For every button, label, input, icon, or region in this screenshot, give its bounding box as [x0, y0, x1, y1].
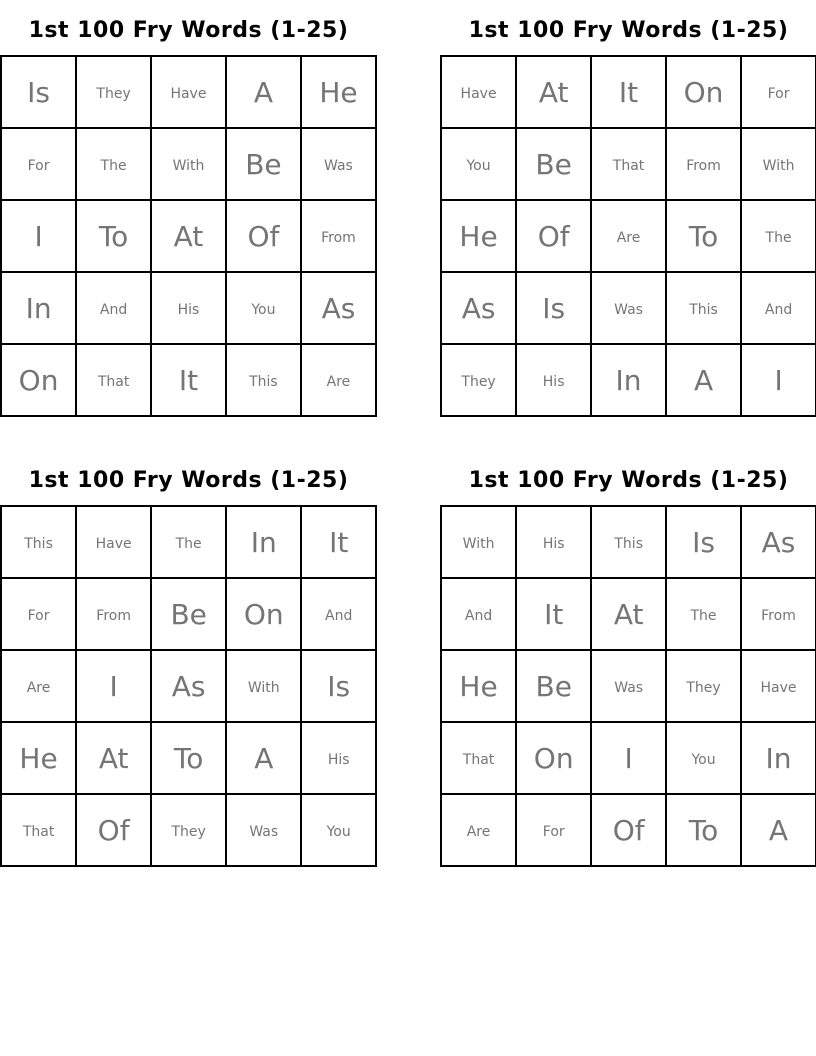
- word-label: You: [466, 157, 491, 174]
- word-cell: [226, 56, 301, 128]
- word-label: For: [542, 823, 565, 840]
- word-label: It: [178, 363, 199, 397]
- word-label: They: [171, 823, 206, 840]
- word-row: [1, 578, 376, 650]
- word-label: On: [243, 597, 284, 631]
- bingo-grid: [0, 55, 377, 417]
- word-cell: [741, 200, 816, 272]
- word-cell: [226, 506, 301, 578]
- word-row: [1, 56, 376, 128]
- word-cell: [301, 722, 376, 794]
- word-label: Are: [466, 823, 491, 840]
- word-label: You: [326, 823, 351, 840]
- word-label: And: [464, 607, 493, 624]
- word-label: For: [767, 85, 790, 102]
- word-cell: [151, 272, 226, 344]
- word-cell: [151, 722, 226, 794]
- word-label: This: [24, 535, 53, 552]
- word-label: As: [321, 291, 356, 325]
- word-cell: [591, 56, 666, 128]
- word-label: On: [18, 363, 59, 397]
- word-label: I: [624, 741, 633, 775]
- word-label: Be: [535, 669, 572, 703]
- word-row: [441, 650, 816, 722]
- word-label: With: [247, 679, 280, 696]
- word-cell: [151, 200, 226, 272]
- word-cell: [591, 344, 666, 416]
- word-label: You: [691, 751, 716, 768]
- word-row: [1, 272, 376, 344]
- word-label: Was: [614, 301, 643, 318]
- card-title: 1st 100 Fry Words (1-25): [28, 468, 349, 493]
- word-cell: [76, 650, 151, 722]
- word-cell: [76, 794, 151, 866]
- word-row: [441, 200, 816, 272]
- word-cell: [666, 794, 741, 866]
- card-title: 1st 100 Fry Words (1-25): [28, 18, 349, 43]
- word-cell: [741, 506, 816, 578]
- word-cell: [516, 200, 591, 272]
- word-cell: [666, 200, 741, 272]
- word-cell: [591, 506, 666, 578]
- word-cell: [226, 722, 301, 794]
- word-cell: [301, 650, 376, 722]
- word-cell: [516, 578, 591, 650]
- word-label: Be: [535, 147, 572, 181]
- word-label: Are: [326, 373, 351, 390]
- word-label: His: [542, 373, 565, 390]
- word-label: Be: [170, 597, 207, 631]
- word-cell: [516, 506, 591, 578]
- word-label: In: [250, 525, 277, 559]
- word-cell: [666, 344, 741, 416]
- word-cell: [151, 506, 226, 578]
- word-cell: [666, 578, 741, 650]
- word-cell: [76, 578, 151, 650]
- word-cell: [741, 794, 816, 866]
- card-title: 1st 100 Fry Words (1-25): [468, 468, 789, 493]
- word-label: He: [19, 741, 58, 775]
- word-cell: [441, 272, 516, 344]
- word-cell: [226, 128, 301, 200]
- word-row: [1, 722, 376, 794]
- word-cell: [591, 272, 666, 344]
- word-cell: [1, 794, 76, 866]
- bingo-card-bottom-left: [0, 456, 377, 867]
- word-cell: [301, 128, 376, 200]
- word-cell: [516, 128, 591, 200]
- word-label: To: [98, 219, 129, 253]
- word-cell: [741, 128, 816, 200]
- word-label: Of: [97, 813, 130, 847]
- word-row: [1, 344, 376, 416]
- word-label: On: [533, 741, 574, 775]
- word-cell: [441, 56, 516, 128]
- word-label: With: [762, 157, 795, 174]
- word-cell: [151, 344, 226, 416]
- word-label: In: [765, 741, 792, 775]
- word-cell: [76, 722, 151, 794]
- bingo-grid: [440, 505, 816, 867]
- word-cell: [151, 56, 226, 128]
- word-label: It: [618, 75, 639, 109]
- word-label: Is: [27, 75, 50, 109]
- word-label: It: [544, 597, 564, 631]
- word-label: Was: [249, 823, 279, 840]
- word-label: Of: [537, 219, 570, 253]
- word-cell: [301, 200, 376, 272]
- word-label: Are: [616, 229, 641, 246]
- word-cell: [226, 344, 301, 416]
- word-row: [1, 128, 376, 200]
- word-cell: [226, 200, 301, 272]
- word-label: Be: [245, 147, 282, 181]
- word-cell: [441, 722, 516, 794]
- word-label: The: [100, 157, 127, 174]
- word-row: [1, 506, 376, 578]
- word-label: He: [319, 75, 358, 109]
- word-label: For: [27, 157, 50, 174]
- word-cell: [591, 650, 666, 722]
- bingo-grid: [440, 55, 816, 417]
- word-label: They: [96, 85, 131, 102]
- word-label: At: [173, 219, 204, 253]
- word-cell: [666, 128, 741, 200]
- word-label: As: [461, 291, 496, 325]
- word-cell: [741, 722, 816, 794]
- word-cell: [76, 200, 151, 272]
- word-label: That: [612, 157, 645, 174]
- word-cell: [441, 128, 516, 200]
- word-label: Have: [95, 535, 132, 552]
- word-cell: [741, 344, 816, 416]
- word-cell: [516, 794, 591, 866]
- word-label: In: [25, 291, 52, 325]
- word-cell: [151, 650, 226, 722]
- word-label: That: [97, 373, 130, 390]
- word-cell: [226, 650, 301, 722]
- word-cell: [516, 722, 591, 794]
- word-cell: [591, 578, 666, 650]
- word-label: Is: [327, 669, 351, 703]
- word-cell: [76, 128, 151, 200]
- word-label: And: [99, 301, 128, 318]
- word-cell: [226, 794, 301, 866]
- word-cell: [441, 506, 516, 578]
- word-cell: [1, 344, 76, 416]
- word-cell: [1, 200, 76, 272]
- word-label: He: [459, 219, 498, 253]
- word-label: And: [325, 607, 353, 624]
- word-cell: [226, 578, 301, 650]
- word-cell: [741, 578, 816, 650]
- word-cell: [591, 200, 666, 272]
- word-label: A: [253, 75, 273, 109]
- word-row: [441, 578, 816, 650]
- word-label: The: [765, 229, 792, 246]
- word-label: Have: [170, 85, 207, 102]
- word-label: From: [96, 607, 131, 624]
- word-cell: [1, 56, 76, 128]
- word-row: [441, 506, 816, 578]
- word-row: [441, 722, 816, 794]
- word-label: In: [615, 363, 642, 397]
- card-title: 1st 100 Fry Words (1-25): [468, 18, 789, 43]
- word-label: His: [177, 301, 200, 318]
- word-cell: [1, 578, 76, 650]
- word-label: A: [693, 363, 714, 397]
- word-label: On: [683, 75, 724, 109]
- word-cell: [441, 794, 516, 866]
- word-row: [1, 650, 376, 722]
- word-row: [441, 272, 816, 344]
- word-label: At: [613, 597, 644, 631]
- word-row: [441, 794, 816, 866]
- word-label: I: [34, 219, 43, 253]
- word-label: Have: [760, 679, 797, 696]
- word-cell: [741, 56, 816, 128]
- word-cell: [301, 344, 376, 416]
- word-row: [1, 200, 376, 272]
- bingo-card-top-left: [0, 6, 377, 417]
- word-cell: [591, 128, 666, 200]
- word-cell: [76, 344, 151, 416]
- word-cell: [441, 650, 516, 722]
- word-label: From: [321, 229, 356, 246]
- word-cell: [666, 56, 741, 128]
- word-label: As: [171, 669, 206, 703]
- word-label: Was: [324, 157, 353, 174]
- word-label: Are: [26, 679, 51, 696]
- word-cell: [76, 506, 151, 578]
- word-cell: [516, 272, 591, 344]
- word-cell: [1, 506, 76, 578]
- word-label: From: [761, 607, 796, 624]
- word-label: Of: [612, 813, 645, 847]
- word-label: Of: [247, 219, 280, 253]
- word-cell: [1, 722, 76, 794]
- word-cell: [151, 578, 226, 650]
- word-cell: [76, 56, 151, 128]
- word-label: For: [27, 607, 50, 624]
- word-row: [1, 794, 376, 866]
- word-label: And: [764, 301, 793, 318]
- bingo-card-bottom-right: [440, 456, 816, 867]
- word-label: He: [459, 669, 498, 703]
- word-cell: [76, 272, 151, 344]
- word-cell: [591, 794, 666, 866]
- word-cell: [301, 794, 376, 866]
- word-label: You: [251, 301, 276, 318]
- word-row: [441, 128, 816, 200]
- word-label: The: [690, 607, 717, 624]
- word-cell: [666, 272, 741, 344]
- word-cell: [441, 578, 516, 650]
- word-label: The: [175, 535, 202, 552]
- word-label: Is: [692, 525, 715, 559]
- bingo-card-top-right: [440, 6, 816, 417]
- word-cell: [516, 650, 591, 722]
- word-label: At: [538, 75, 569, 109]
- word-cell: [666, 506, 741, 578]
- word-label: Have: [460, 85, 497, 102]
- word-cell: [301, 56, 376, 128]
- word-row: [441, 56, 816, 128]
- word-cell: [1, 650, 76, 722]
- word-cell: [301, 272, 376, 344]
- word-label: A: [254, 741, 274, 775]
- word-label: I: [774, 363, 783, 397]
- word-label: With: [462, 535, 495, 552]
- word-label: From: [686, 157, 721, 174]
- word-label: At: [98, 741, 129, 775]
- word-cell: [741, 650, 816, 722]
- word-label: A: [768, 813, 789, 847]
- word-cell: [301, 506, 376, 578]
- word-label: Is: [542, 291, 566, 325]
- word-cell: [741, 272, 816, 344]
- word-cell: [151, 794, 226, 866]
- word-label: To: [173, 741, 204, 775]
- word-label: As: [761, 525, 796, 559]
- word-label: This: [689, 301, 718, 318]
- word-label: It: [329, 525, 349, 559]
- word-label: I: [109, 669, 118, 703]
- word-cell: [591, 722, 666, 794]
- word-cell: [226, 272, 301, 344]
- word-cell: [516, 344, 591, 416]
- word-cell: [666, 650, 741, 722]
- word-label: To: [688, 813, 719, 847]
- word-label: Was: [614, 679, 644, 696]
- word-label: His: [542, 535, 565, 552]
- word-cell: [1, 128, 76, 200]
- word-cell: [666, 722, 741, 794]
- word-label: This: [614, 535, 643, 552]
- word-cell: [301, 578, 376, 650]
- word-cell: [1, 272, 76, 344]
- word-cell: [151, 128, 226, 200]
- word-cell: [441, 200, 516, 272]
- word-label: With: [172, 157, 205, 174]
- word-row: [441, 344, 816, 416]
- word-label: They: [686, 679, 721, 696]
- bingo-grid: [0, 505, 377, 867]
- word-label: This: [249, 373, 278, 390]
- word-label: That: [462, 751, 495, 768]
- word-label: His: [327, 751, 350, 768]
- word-label: To: [688, 219, 719, 253]
- word-label: That: [22, 823, 55, 840]
- word-cell: [441, 344, 516, 416]
- word-label: They: [461, 373, 496, 390]
- word-cell: [516, 56, 591, 128]
